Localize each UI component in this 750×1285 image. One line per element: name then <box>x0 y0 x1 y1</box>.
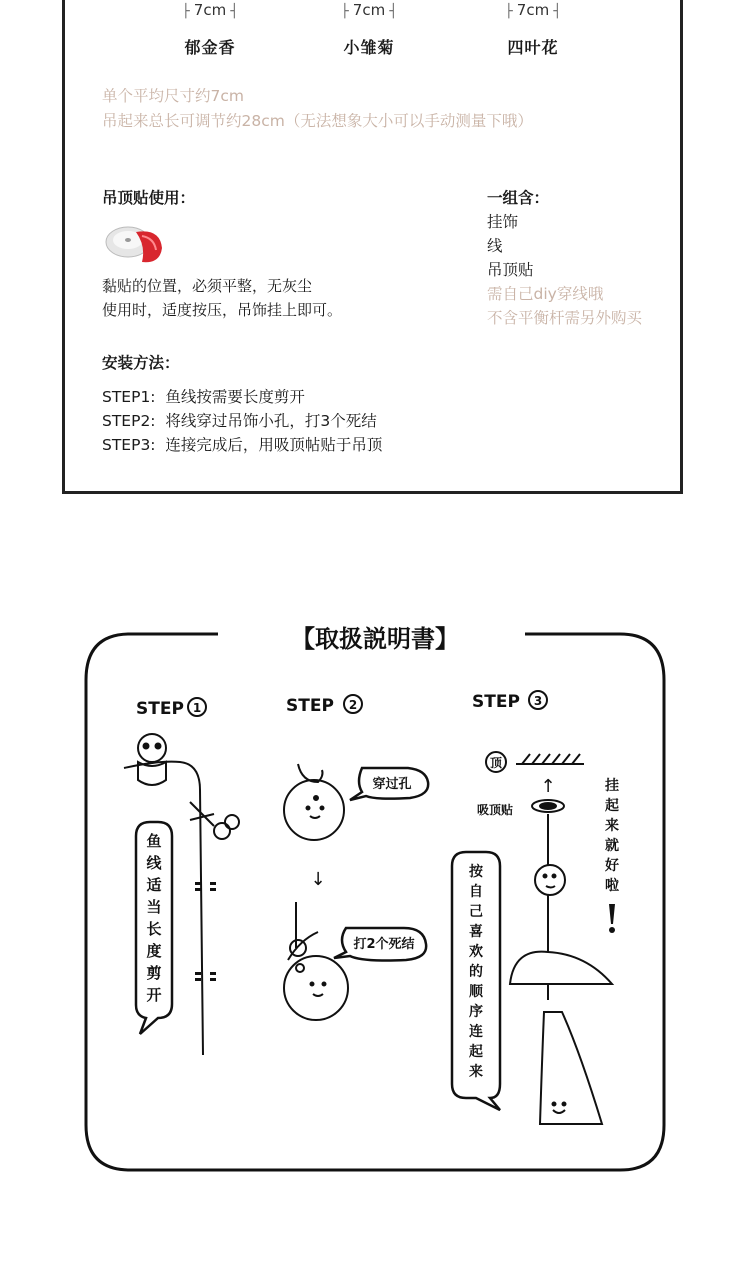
kit-item: 线 <box>487 237 503 255</box>
install-step: STEP3: 连接完成后，用吸顶帖贴于吊顶 <box>102 436 383 454</box>
svg-text:的: 的 <box>469 964 483 980</box>
install-method <box>102 351 382 457</box>
up-arrow-icon: ↑ <box>540 776 556 797</box>
svg-text:来: 来 <box>605 818 619 834</box>
svg-text:连: 连 <box>469 1024 483 1040</box>
size-clover <box>473 0 593 58</box>
suction-cup-label: 吸顶贴 <box>477 803 514 817</box>
manual-title: 【取扱説明書】 <box>291 625 459 653</box>
svg-text:剪: 剪 <box>146 964 162 982</box>
scissors-icon <box>190 802 239 839</box>
product-info-box <box>62 0 683 494</box>
step2-number: 2 <box>348 698 358 712</box>
ornament-thread-icon <box>284 764 344 840</box>
step3-side-text <box>604 777 620 894</box>
cut-marks <box>195 882 216 981</box>
svg-text:序: 序 <box>469 1004 483 1020</box>
svg-text:己: 己 <box>469 904 483 920</box>
svg-text:开: 开 <box>146 986 162 1004</box>
svg-text:鱼: 鱼 <box>146 832 162 850</box>
step2-bubble-top-text: 穿过孔 <box>372 777 412 792</box>
size-note: 单个平均尺寸约7cm 吊起来总长可调节约28cm（无法想象大小可以手动测量下哦） <box>102 87 533 130</box>
down-arrow-icon: ↓ <box>310 869 326 890</box>
hanging-mobile-icon <box>510 800 612 1124</box>
svg-text:啦: 啦 <box>605 878 619 894</box>
svg-text:好: 好 <box>605 858 619 874</box>
install-step: STEP2: 将线穿过吊饰小孔，打3个死结 <box>102 412 377 430</box>
svg-text:按: 按 <box>469 864 483 880</box>
exclamation-icon <box>609 904 615 933</box>
install-title: 安装方法： <box>102 354 180 372</box>
step1-bubble-text <box>146 832 162 1004</box>
suction-hook-image <box>102 220 166 270</box>
svg-text:起: 起 <box>605 798 619 814</box>
step3-panel <box>452 691 620 1124</box>
install-step: STEP1: 鱼线按需要长度剪开 <box>102 388 305 406</box>
flower-name: 四叶花 <box>507 38 559 57</box>
svg-text:适: 适 <box>146 876 162 894</box>
step3-bubble-text <box>469 863 484 1080</box>
size-tulip <box>150 0 270 58</box>
kit-item: 吊顶贴 <box>487 261 534 279</box>
hanger-usage: 吊顶贴使用： 黏贴的位置，必须平整，无灰尘 使用时，适度按压，吊饰挂上即可。 <box>102 186 432 322</box>
svg-text:当: 当 <box>146 898 162 916</box>
svg-text:就: 就 <box>605 838 619 854</box>
svg-text:长: 长 <box>146 920 162 938</box>
step2-panel <box>284 695 428 1020</box>
step3-label: STEP <box>472 692 520 712</box>
svg-text:起: 起 <box>469 1044 483 1060</box>
svg-text:来: 来 <box>469 1064 483 1080</box>
step2-bubble-bottom-text: 打2个死结 <box>353 937 415 952</box>
size-dimension: ├ 7cm ┤ <box>181 1 239 19</box>
ceiling-label: 顶 <box>489 756 503 770</box>
instruction-manual <box>0 600 750 1200</box>
kit-contents <box>487 186 642 330</box>
flower-name: 郁金香 <box>184 38 236 57</box>
size-daisy <box>309 0 429 58</box>
size-dimension: ├ 7cm ┤ <box>504 1 562 19</box>
step1-label: STEP <box>136 699 184 719</box>
svg-text:欢: 欢 <box>469 944 483 960</box>
svg-text:顺: 顺 <box>469 984 483 1000</box>
svg-text:挂: 挂 <box>605 778 619 794</box>
svg-text:线: 线 <box>146 854 162 872</box>
step1-number: 1 <box>192 701 202 715</box>
step2-label: STEP <box>286 696 334 716</box>
kit-item: 挂饰 <box>487 213 519 231</box>
hanger-title: 吊顶贴使用： <box>102 189 196 207</box>
size-dimension: ├ 7cm ┤ <box>340 1 398 19</box>
ornament-knot-icon <box>284 902 348 1020</box>
svg-text:自: 自 <box>469 884 483 900</box>
kit-note: 需自己diy穿线哦 <box>487 285 604 303</box>
svg-text:度: 度 <box>146 942 162 960</box>
svg-text:喜: 喜 <box>469 924 483 940</box>
flower-name: 小雏菊 <box>343 38 395 57</box>
step1-panel <box>124 698 239 1055</box>
kit-title: 一组含： <box>487 189 550 207</box>
step3-number: 3 <box>533 694 543 708</box>
kit-note: 不含平衡杆需另外购买 <box>487 309 643 327</box>
ceiling-hatch <box>516 754 584 764</box>
size-row <box>65 0 680 66</box>
